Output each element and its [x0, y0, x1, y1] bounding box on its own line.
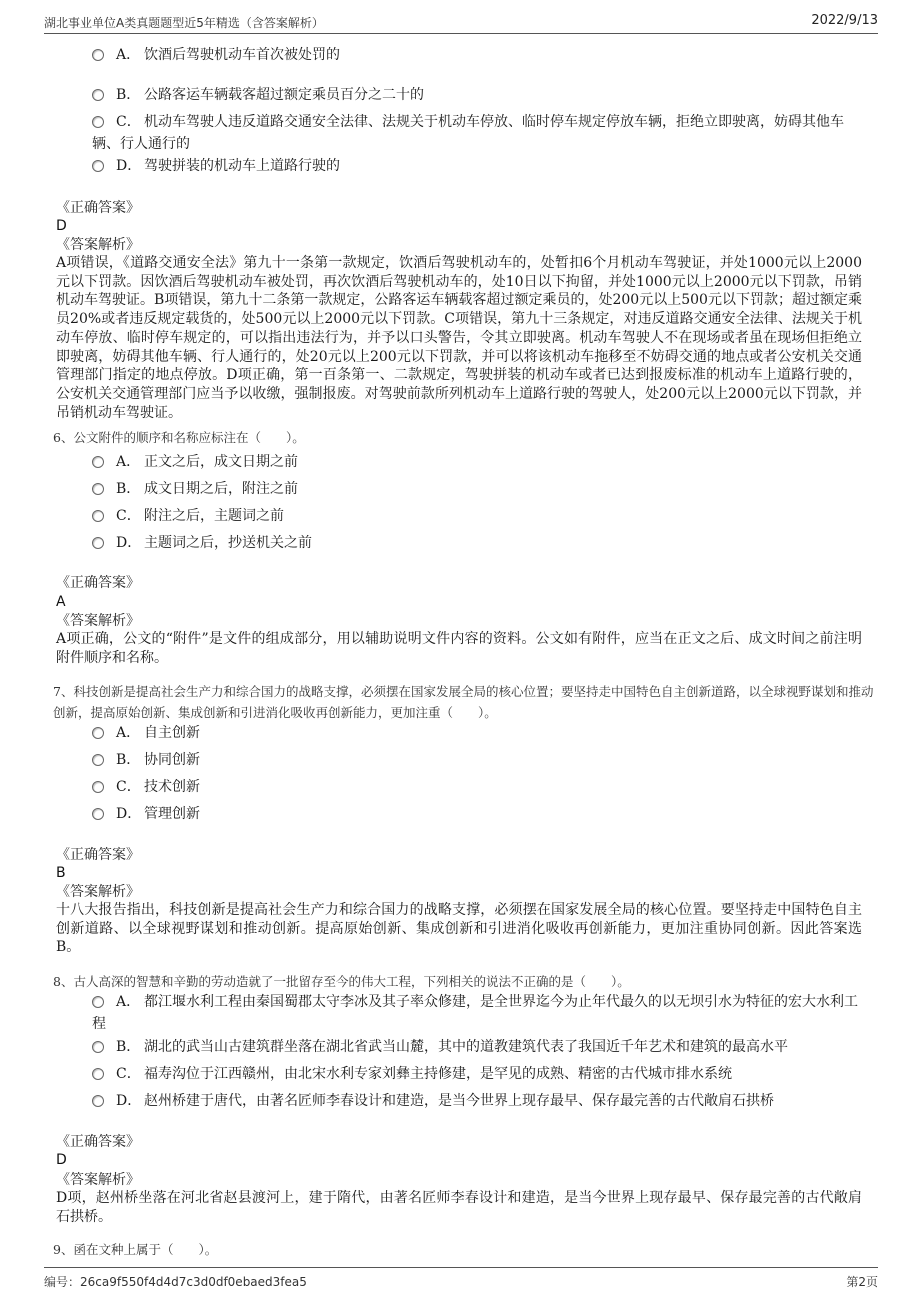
q8-explanation-label: 《答案解析》 [56, 1172, 140, 1188]
radio-icon[interactable] [92, 160, 104, 172]
q8-answer-label: 《正确答案》 [56, 1134, 140, 1150]
q7-option-d[interactable]: D． 管理创新 [92, 803, 200, 825]
q8-option-d[interactable]: D． 赵州桥建于唐代，由著名匠师李春设计和建造，是当今世界上现存最早、保存最完善的古代敞肩石拱桥 [92, 1090, 774, 1112]
q7-option-c[interactable]: C． 技术创新 [92, 776, 200, 798]
radio-icon[interactable] [92, 727, 104, 739]
q9-question: 9、函在文种上属于（ ）。 [53, 1242, 218, 1257]
document-code: 编号：26ca9f550f4d4d7c3d0df0ebaed3fea5 [44, 1275, 307, 1289]
q8-option-b[interactable]: B． 湖北的武当山古建筑群坐落在湖北省武当山麓，其中的道教建筑代表了我国近千年艺术和建筑的最高水平 [92, 1036, 788, 1058]
q6-option-a[interactable]: A． 正文之后，成文日期之前 [92, 451, 298, 473]
document-title: 湖北事业单位A类真题题型近5年精选（含答案解析） [44, 16, 324, 30]
radio-icon[interactable] [92, 483, 104, 495]
radio-icon[interactable] [92, 1095, 104, 1107]
page-footer [44, 1267, 878, 1291]
radio-icon[interactable] [92, 781, 104, 793]
q6-answer: A [56, 594, 66, 610]
q7-answer: B [56, 865, 66, 881]
radio-icon[interactable] [92, 49, 104, 61]
page-number: 第2页 [846, 1275, 878, 1289]
radio-icon[interactable] [92, 1068, 104, 1080]
radio-icon[interactable] [92, 754, 104, 766]
radio-icon[interactable] [92, 537, 104, 549]
q8-answer: D [56, 1152, 67, 1168]
radio-icon[interactable] [92, 996, 104, 1008]
q6-explanation-label: 《答案解析》 [56, 613, 140, 629]
radio-icon[interactable] [92, 456, 104, 468]
q7-explanation-label: 《答案解析》 [56, 884, 140, 900]
q5-option-c[interactable]: C． 机动车驾驶人违反道路交通安全法律、法规关于机动车停放、临时停车规定停放车辆，拒绝立即驶离，妨碍其他车辆、行人通行的 [92, 114, 844, 152]
radio-icon[interactable] [92, 510, 104, 522]
q6-option-d[interactable]: D． 主题词之后，抄送机关之前 [92, 532, 312, 554]
q5-explanation: A项错误，《道路交通安全法》第九十一条第一款规定，饮酒后驾驶机动车的，处暂扣6个月机动车驾驶证，并处1000元以上2000元以下罚款。因饮酒后驾驶机动车被处罚，再次饮酒后驾驶机动车的，处10日以下拘留，并处1000元以上2000元以下罚款，吊销机动车驾驶证。B项错误，第九十二条第一款规定，公路客运车辆载客超过额定乘员的，处200元以上500元以下罚款；超过额定乘员20%或者违反规定载货的，处500元以上2000元以下罚款。C项错误，第九十三条规定，对违反道路交通安全法律、法规关于机动车停放、临时停车规定的，可以指出违法行为，并予以口头警告，令其立即驶离。机动车驾驶人不在现场或者虽在现场但拒绝立即驶离，妨碍其他车辆、行人通行的，处20元以上200元以下罚款，并可以将该机动车拖移至不妨碍交通的地点或者公安机关交通管理部门指定的地点停放。D项正确，第一百条第一、二款规定，驾驶拼装的机动车或者已达到报废标准的机动车上道路行驶的，公安机关交通管理部门应当予以收缴，强制报废。对驾驶前款所列机动车上道路行驶的驾驶人，处200元以上2000元以下罚款，并吊销机动车驾驶证。 [56, 255, 862, 421]
radio-icon[interactable] [92, 89, 104, 101]
q6-explanation: A项正确，公文的“附件”是文件的组成部分，用以辅助说明文件内容的资料。公文如有附件，应当在正文之后、成文时间之前注明附件顺序和名称。 [56, 631, 862, 666]
q7-question: 7、科技创新是提高社会生产力和综合国力的战略支撑，必须摆在国家发展全局的核心位置；要坚持走中国特色自主创新道路，以全球视野谋划和推动创新，提高原始创新、集成创新和引进消化吸收再创新能力，更加注重（ ）。 [53, 684, 874, 720]
q8-option-a[interactable]: A． 都江堰水利工程由秦国蜀郡太守李冰及其子率众修建，是全世界迄今为止年代最久的以无坝引水为特征的宏大水利工程 [92, 994, 858, 1032]
q6-question: 6、公文附件的顺序和名称应标注在（ ）。 [53, 430, 305, 445]
q5-option-b[interactable]: B． 公路客运车辆载客超过额定乘员百分之二十的 [92, 84, 424, 106]
page-header [44, 12, 878, 34]
q7-answer-label: 《正确答案》 [56, 847, 140, 863]
radio-icon[interactable] [92, 808, 104, 820]
q5-option-a[interactable]: A． 饮酒后驾驶机动车首次被处罚的 [92, 44, 340, 66]
q5-explanation-label: 《答案解析》 [56, 237, 140, 253]
document-date: 2022/9/13 [811, 13, 878, 28]
q5-option-d[interactable]: D． 驾驶拼装的机动车上道路行驶的 [92, 155, 340, 177]
q8-explanation: D项，赵州桥坐落在河北省赵县渡河上，建于隋代，由著名匠师李春设计和建造，是当今世界上现存最早、保存最完善的古代敞肩石拱桥。 [56, 1190, 862, 1225]
q6-option-c[interactable]: C． 附注之后，主题词之前 [92, 505, 284, 527]
q5-answer-label: 《正确答案》 [56, 200, 140, 216]
q7-option-a[interactable]: A． 自主创新 [92, 722, 200, 744]
q8-question: 8、古人高深的智慧和辛勤的劳动造就了一批留存至今的伟大工程，下列相关的说法不正确的是（ ）。 [53, 974, 630, 989]
q6-answer-label: 《正确答案》 [56, 575, 140, 591]
q8-option-c[interactable]: C． 福寿沟位于江西赣州，由北宋水利专家刘彝主持修建，是罕见的成熟、精密的古代城市排水系统 [92, 1063, 732, 1085]
radio-icon[interactable] [92, 116, 104, 128]
q7-option-b[interactable]: B． 协同创新 [92, 749, 200, 771]
q6-option-b[interactable]: B． 成文日期之后，附注之前 [92, 478, 298, 500]
q7-explanation: 十八大报告指出，科技创新是提高社会生产力和综合国力的战略支撑，必须摆在国家发展全局的核心位置。要坚持走中国特色自主创新道路、以全球视野谋划和推动创新。提高原始创新、集成创新和引进消化吸收再创新能力，更加注重协同创新。因此答案选B。 [56, 902, 862, 956]
radio-icon[interactable] [92, 1041, 104, 1053]
q5-answer: D [56, 218, 67, 234]
